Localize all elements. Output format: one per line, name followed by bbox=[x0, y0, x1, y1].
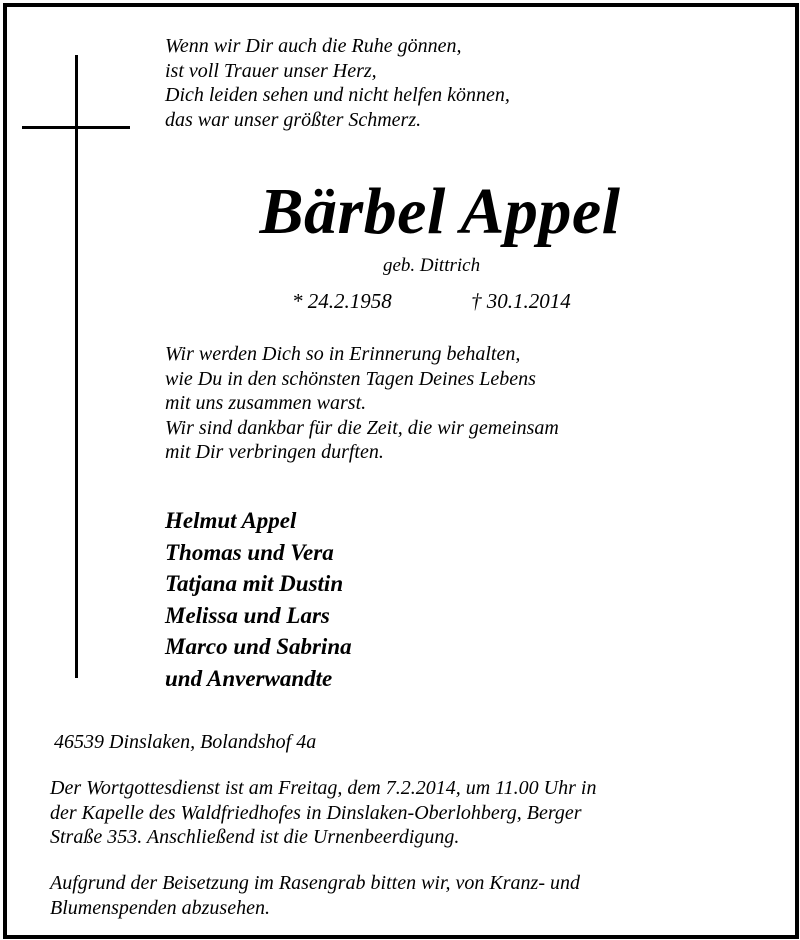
cross-icon-horizontal-bar bbox=[22, 126, 130, 129]
cross-icon-vertical-bar bbox=[75, 55, 78, 678]
mourner-name: Helmut Appel bbox=[165, 508, 297, 533]
mourner-name: Tatjana mit Dustin bbox=[165, 571, 344, 597]
verse-line: Wir sind dankbar für die Zeit, die wir gemeinsam bbox=[165, 416, 559, 439]
mourners-list bbox=[165, 505, 352, 695]
poem-line: ist voll Trauer unser Herz, bbox=[165, 59, 377, 82]
birth-date: * 24.2.1958 bbox=[292, 289, 392, 313]
poem-line: Dich leiden sehen und nicht helfen können, bbox=[165, 84, 510, 106]
verse-line: mit Dir verbringen durften. bbox=[165, 441, 384, 463]
mourning-address: 46539 Dinslaken, Bolandshof 4a bbox=[54, 731, 317, 753]
flowers-notice bbox=[50, 871, 580, 920]
verse-line: wie Du in den schönsten Tagen Deines Lebens bbox=[165, 367, 536, 390]
remembrance-verse bbox=[165, 342, 559, 465]
deceased-name: Bärbel Appel bbox=[259, 175, 621, 248]
mourner-name: und Anverwandte bbox=[165, 665, 333, 691]
service-line: Straße 353. Anschließend ist die Urnenbeerdigung. bbox=[50, 826, 460, 848]
flowers-line: Blumenspenden abzusehen. bbox=[50, 896, 270, 919]
mourner-name: Thomas und Vera bbox=[165, 539, 334, 565]
poem-line: Wenn wir Dir auch die Ruhe gönnen, bbox=[165, 35, 462, 57]
mourner-name: Melissa und Lars bbox=[165, 602, 330, 628]
service-line: der Kapelle des Waldfriedhofes in Dinslaken-Oberlohberg, Berger bbox=[50, 801, 582, 824]
birth-name: geb. Dittrich bbox=[383, 255, 481, 276]
death-date: † 30.1.2014 bbox=[471, 289, 571, 313]
verse-line: mit uns zusammen warst. bbox=[165, 392, 367, 414]
service-notice bbox=[50, 776, 596, 850]
poem bbox=[165, 34, 510, 132]
flowers-line: Aufgrund der Beisetzung im Rasengrab bitten wir, von Kranz- und bbox=[50, 872, 580, 894]
poem-line: das war unser größter Schmerz. bbox=[165, 108, 422, 131]
service-line: Der Wortgottesdienst ist am Freitag, dem 7.2.2014, um 11.00 Uhr in bbox=[50, 777, 597, 799]
mourner-name: Marco und Sabrina bbox=[165, 634, 352, 660]
verse-line: Wir werden Dich so in Erinnerung behalten, bbox=[165, 343, 521, 365]
